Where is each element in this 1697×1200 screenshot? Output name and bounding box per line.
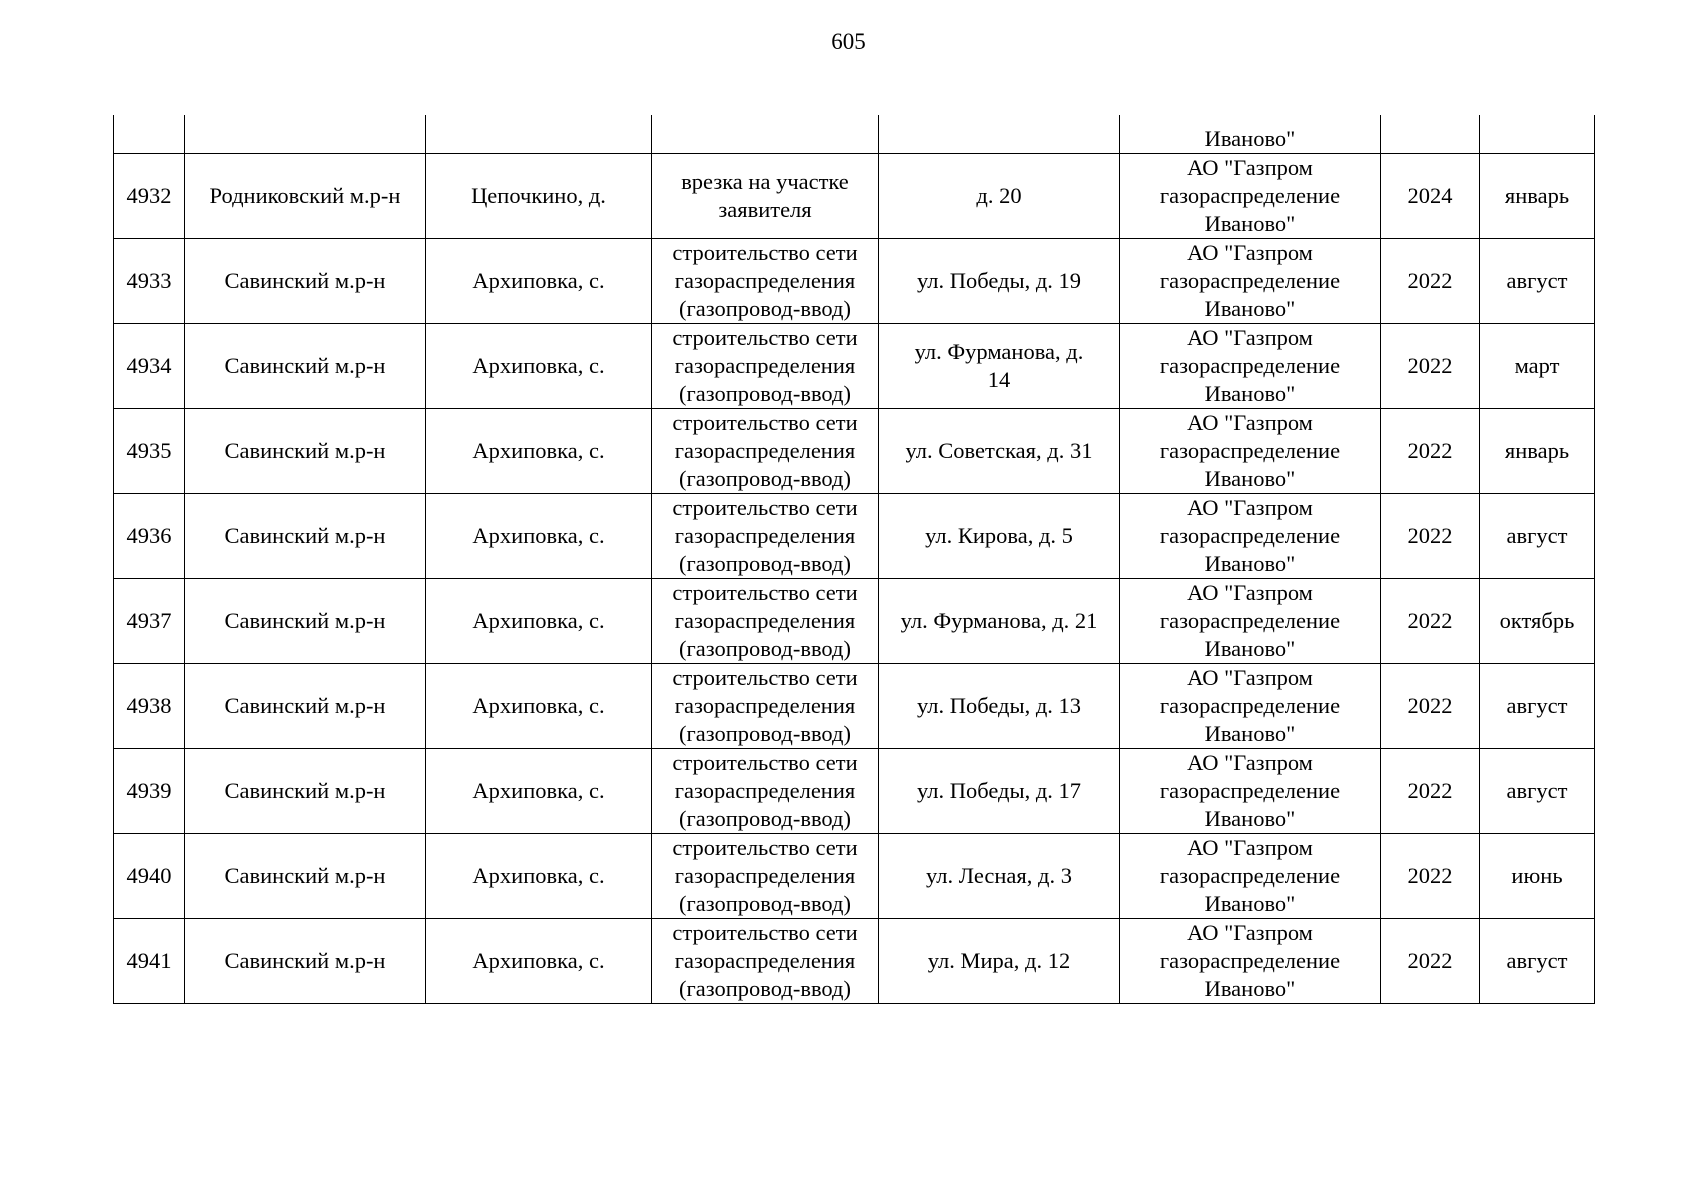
- cell-month: [1480, 115, 1595, 154]
- year: 2022: [1407, 693, 1453, 718]
- cell-district: [185, 324, 426, 409]
- cell-month: [1480, 664, 1595, 749]
- row-number: 4935: [126, 438, 172, 463]
- cell-year: [1381, 494, 1480, 579]
- year: 2022: [1407, 863, 1453, 888]
- cell-address: [879, 579, 1120, 664]
- district-name: Савинский м.р-н: [224, 863, 386, 888]
- work-type: строительство сети газораспределения (газопровод-ввод): [672, 325, 858, 406]
- organization: АО "Газпром газораспределение Иваново": [1159, 750, 1341, 831]
- cell-district: [185, 115, 426, 154]
- cell-district: [185, 494, 426, 579]
- cell-year: [1381, 919, 1480, 1004]
- row-number: 4936: [126, 523, 172, 548]
- cell-month: [1480, 579, 1595, 664]
- cell-year: [1381, 409, 1480, 494]
- year: 2022: [1407, 438, 1453, 463]
- organization: АО "Газпром газораспределение Иваново": [1159, 665, 1341, 746]
- cell-district: [185, 239, 426, 324]
- cell-num: [114, 239, 185, 324]
- cell-month: [1480, 834, 1595, 919]
- year: 2022: [1407, 353, 1453, 378]
- year: 2022: [1407, 948, 1453, 973]
- address: ул. Лесная, д. 3: [926, 863, 1072, 888]
- district-name: Родниковский м.р-н: [209, 183, 401, 208]
- cell-month: [1480, 494, 1595, 579]
- cell-address: [879, 154, 1120, 239]
- row-number: 4939: [126, 778, 172, 803]
- district-name: Савинский м.р-н: [224, 438, 386, 463]
- locality-name: Архиповка, с.: [472, 863, 605, 888]
- district-name: Савинский м.р-н: [224, 608, 386, 633]
- cell-num: [114, 919, 185, 1004]
- organization: АО "Газпром газораспределение Иваново": [1159, 325, 1341, 406]
- cell-year: [1381, 239, 1480, 324]
- organization: АО "Газпром газораспределение Иваново": [1159, 240, 1341, 321]
- locality-name: Архиповка, с.: [472, 523, 605, 548]
- district-name: Савинский м.р-н: [224, 268, 386, 293]
- row-number: 4937: [126, 608, 172, 633]
- cell-month: [1480, 749, 1595, 834]
- address: ул. Фурманова, д. 21: [900, 608, 1098, 633]
- address: ул. Мира, д. 12: [927, 948, 1071, 973]
- cell-month: [1480, 154, 1595, 239]
- organization: АО "Газпром газораспределение Иваново": [1159, 580, 1341, 661]
- cell-num: [114, 579, 185, 664]
- cell-locality: [426, 919, 652, 1004]
- cell-address: [879, 919, 1120, 1004]
- cell-month: [1480, 239, 1595, 324]
- table-row: [114, 664, 1595, 749]
- cell-district: [185, 154, 426, 239]
- cell-org: [1120, 154, 1381, 239]
- cell-locality: [426, 579, 652, 664]
- cell-address: [879, 115, 1120, 154]
- address: ул. Фурманова, д. 14: [914, 339, 1084, 392]
- cell-num: [114, 494, 185, 579]
- year: 2022: [1407, 608, 1453, 633]
- cell-num: [114, 749, 185, 834]
- cell-work: [652, 579, 879, 664]
- cell-address: [879, 409, 1120, 494]
- table-row: [114, 239, 1595, 324]
- row-number: 4934: [126, 353, 172, 378]
- table-row: [114, 919, 1595, 1004]
- cell-org: [1120, 749, 1381, 834]
- cell-district: [185, 834, 426, 919]
- cell-work: [652, 664, 879, 749]
- district-name: Савинский м.р-н: [224, 948, 386, 973]
- month: март: [1514, 353, 1560, 378]
- cell-address: [879, 834, 1120, 919]
- cell-work: [652, 919, 879, 1004]
- locality-name: Архиповка, с.: [472, 438, 605, 463]
- cell-locality: [426, 409, 652, 494]
- organization: АО "Газпром газораспределение Иваново": [1159, 155, 1341, 236]
- month: январь: [1504, 438, 1570, 463]
- cell-address: [879, 324, 1120, 409]
- year: 2022: [1407, 268, 1453, 293]
- gas-connection-table: [113, 115, 1595, 1004]
- cell-work: [652, 115, 879, 154]
- work-type: строительство сети газораспределения (газопровод-ввод): [672, 410, 858, 491]
- table-row: [114, 494, 1595, 579]
- cell-locality: [426, 494, 652, 579]
- month: октябрь: [1499, 608, 1575, 633]
- locality-name: Архиповка, с.: [472, 353, 605, 378]
- cell-district: [185, 664, 426, 749]
- month: август: [1506, 778, 1568, 803]
- cell-work: [652, 154, 879, 239]
- row-number: 4932: [126, 183, 172, 208]
- cell-org: [1120, 664, 1381, 749]
- table-row: [114, 749, 1595, 834]
- cell-num: [114, 154, 185, 239]
- cell-work: [652, 749, 879, 834]
- cell-month: [1480, 409, 1595, 494]
- cell-num: [114, 409, 185, 494]
- work-type: врезка на участке заявителя: [681, 169, 849, 222]
- cell-locality: [426, 834, 652, 919]
- work-type: строительство сети газораспределения (газопровод-ввод): [672, 665, 858, 746]
- cell-org: [1120, 834, 1381, 919]
- cell-num: [114, 324, 185, 409]
- row-number: 4941: [126, 948, 172, 973]
- cell-year: [1381, 834, 1480, 919]
- locality-name: Цепочкино, д.: [471, 183, 606, 208]
- cell-locality: [426, 324, 652, 409]
- cell-year: [1381, 664, 1480, 749]
- cell-address: [879, 239, 1120, 324]
- cell-district: [185, 919, 426, 1004]
- cell-org: [1120, 409, 1381, 494]
- cell-locality: [426, 239, 652, 324]
- organization: АО "Газпром газораспределение Иваново": [1159, 835, 1341, 916]
- cell-work: [652, 494, 879, 579]
- address: ул. Победы, д. 17: [916, 778, 1082, 803]
- cell-year: [1381, 749, 1480, 834]
- cell-org: [1120, 324, 1381, 409]
- district-name: Савинский м.р-н: [224, 693, 386, 718]
- cell-address: [879, 664, 1120, 749]
- org-text: Иваново": [1204, 126, 1296, 151]
- cell-address: [879, 749, 1120, 834]
- cell-district: [185, 749, 426, 834]
- cell-work: [652, 239, 879, 324]
- cell-num: [114, 664, 185, 749]
- cell-locality: [426, 154, 652, 239]
- cell-address: [879, 494, 1120, 579]
- address: ул. Победы, д. 13: [916, 693, 1082, 718]
- table-row: [114, 409, 1595, 494]
- address: ул. Победы, д. 19: [916, 268, 1082, 293]
- cell-num: [114, 834, 185, 919]
- district-name: Савинский м.р-н: [224, 778, 386, 803]
- cell-month: [1480, 919, 1595, 1004]
- cell-work: [652, 324, 879, 409]
- locality-name: Архиповка, с.: [472, 778, 605, 803]
- locality-name: Архиповка, с.: [472, 693, 605, 718]
- table-row: [114, 579, 1595, 664]
- table-body: [114, 115, 1595, 1004]
- cell-work: [652, 834, 879, 919]
- district-name: Савинский м.р-н: [224, 523, 386, 548]
- cell-locality: [426, 664, 652, 749]
- work-type: строительство сети газораспределения (газопровод-ввод): [672, 580, 858, 661]
- work-type: строительство сети газораспределения (газопровод-ввод): [672, 240, 858, 321]
- table-row: [114, 154, 1595, 239]
- month: август: [1506, 523, 1568, 548]
- locality-name: Архиповка, с.: [472, 268, 605, 293]
- row-number: 4938: [126, 693, 172, 718]
- cell-district: [185, 409, 426, 494]
- year: 2022: [1407, 523, 1453, 548]
- cell-district: [185, 579, 426, 664]
- cell-org: [1120, 239, 1381, 324]
- page-number: 605: [831, 29, 866, 54]
- table-row-continuation: [114, 115, 1595, 154]
- year: 2024: [1407, 183, 1453, 208]
- cell-year: [1381, 154, 1480, 239]
- organization: АО "Газпром газораспределение Иваново": [1159, 410, 1341, 491]
- cell-org: [1120, 919, 1381, 1004]
- year: 2022: [1407, 778, 1453, 803]
- organization: АО "Газпром газораспределение Иваново": [1159, 495, 1341, 576]
- table-row: [114, 324, 1595, 409]
- cell-month: [1480, 324, 1595, 409]
- cell-year: [1381, 115, 1480, 154]
- row-number: 4933: [126, 268, 172, 293]
- address: ул. Советская, д. 31: [905, 438, 1093, 463]
- month: август: [1506, 268, 1568, 293]
- month: январь: [1504, 183, 1570, 208]
- cell-org: [1120, 115, 1381, 154]
- address: д. 20: [976, 183, 1022, 208]
- work-type: строительство сети газораспределения (газопровод-ввод): [672, 835, 858, 916]
- work-type: строительство сети газораспределения (газопровод-ввод): [672, 495, 858, 576]
- cell-org: [1120, 494, 1381, 579]
- table-row: [114, 834, 1595, 919]
- work-type: строительство сети газораспределения (газопровод-ввод): [672, 920, 858, 1001]
- cell-locality: [426, 115, 652, 154]
- address: ул. Кирова, д. 5: [925, 523, 1073, 548]
- cell-num: [114, 115, 185, 154]
- district-name: Савинский м.р-н: [224, 353, 386, 378]
- month: август: [1506, 948, 1568, 973]
- row-number: 4940: [126, 863, 172, 888]
- locality-name: Архиповка, с.: [472, 608, 605, 633]
- cell-org: [1120, 579, 1381, 664]
- cell-locality: [426, 749, 652, 834]
- cell-year: [1381, 324, 1480, 409]
- month: июнь: [1511, 863, 1563, 888]
- work-type: строительство сети газораспределения (газопровод-ввод): [672, 750, 858, 831]
- locality-name: Архиповка, с.: [472, 948, 605, 973]
- month: август: [1506, 693, 1568, 718]
- cell-work: [652, 409, 879, 494]
- organization: АО "Газпром газораспределение Иваново": [1159, 920, 1341, 1001]
- cell-year: [1381, 579, 1480, 664]
